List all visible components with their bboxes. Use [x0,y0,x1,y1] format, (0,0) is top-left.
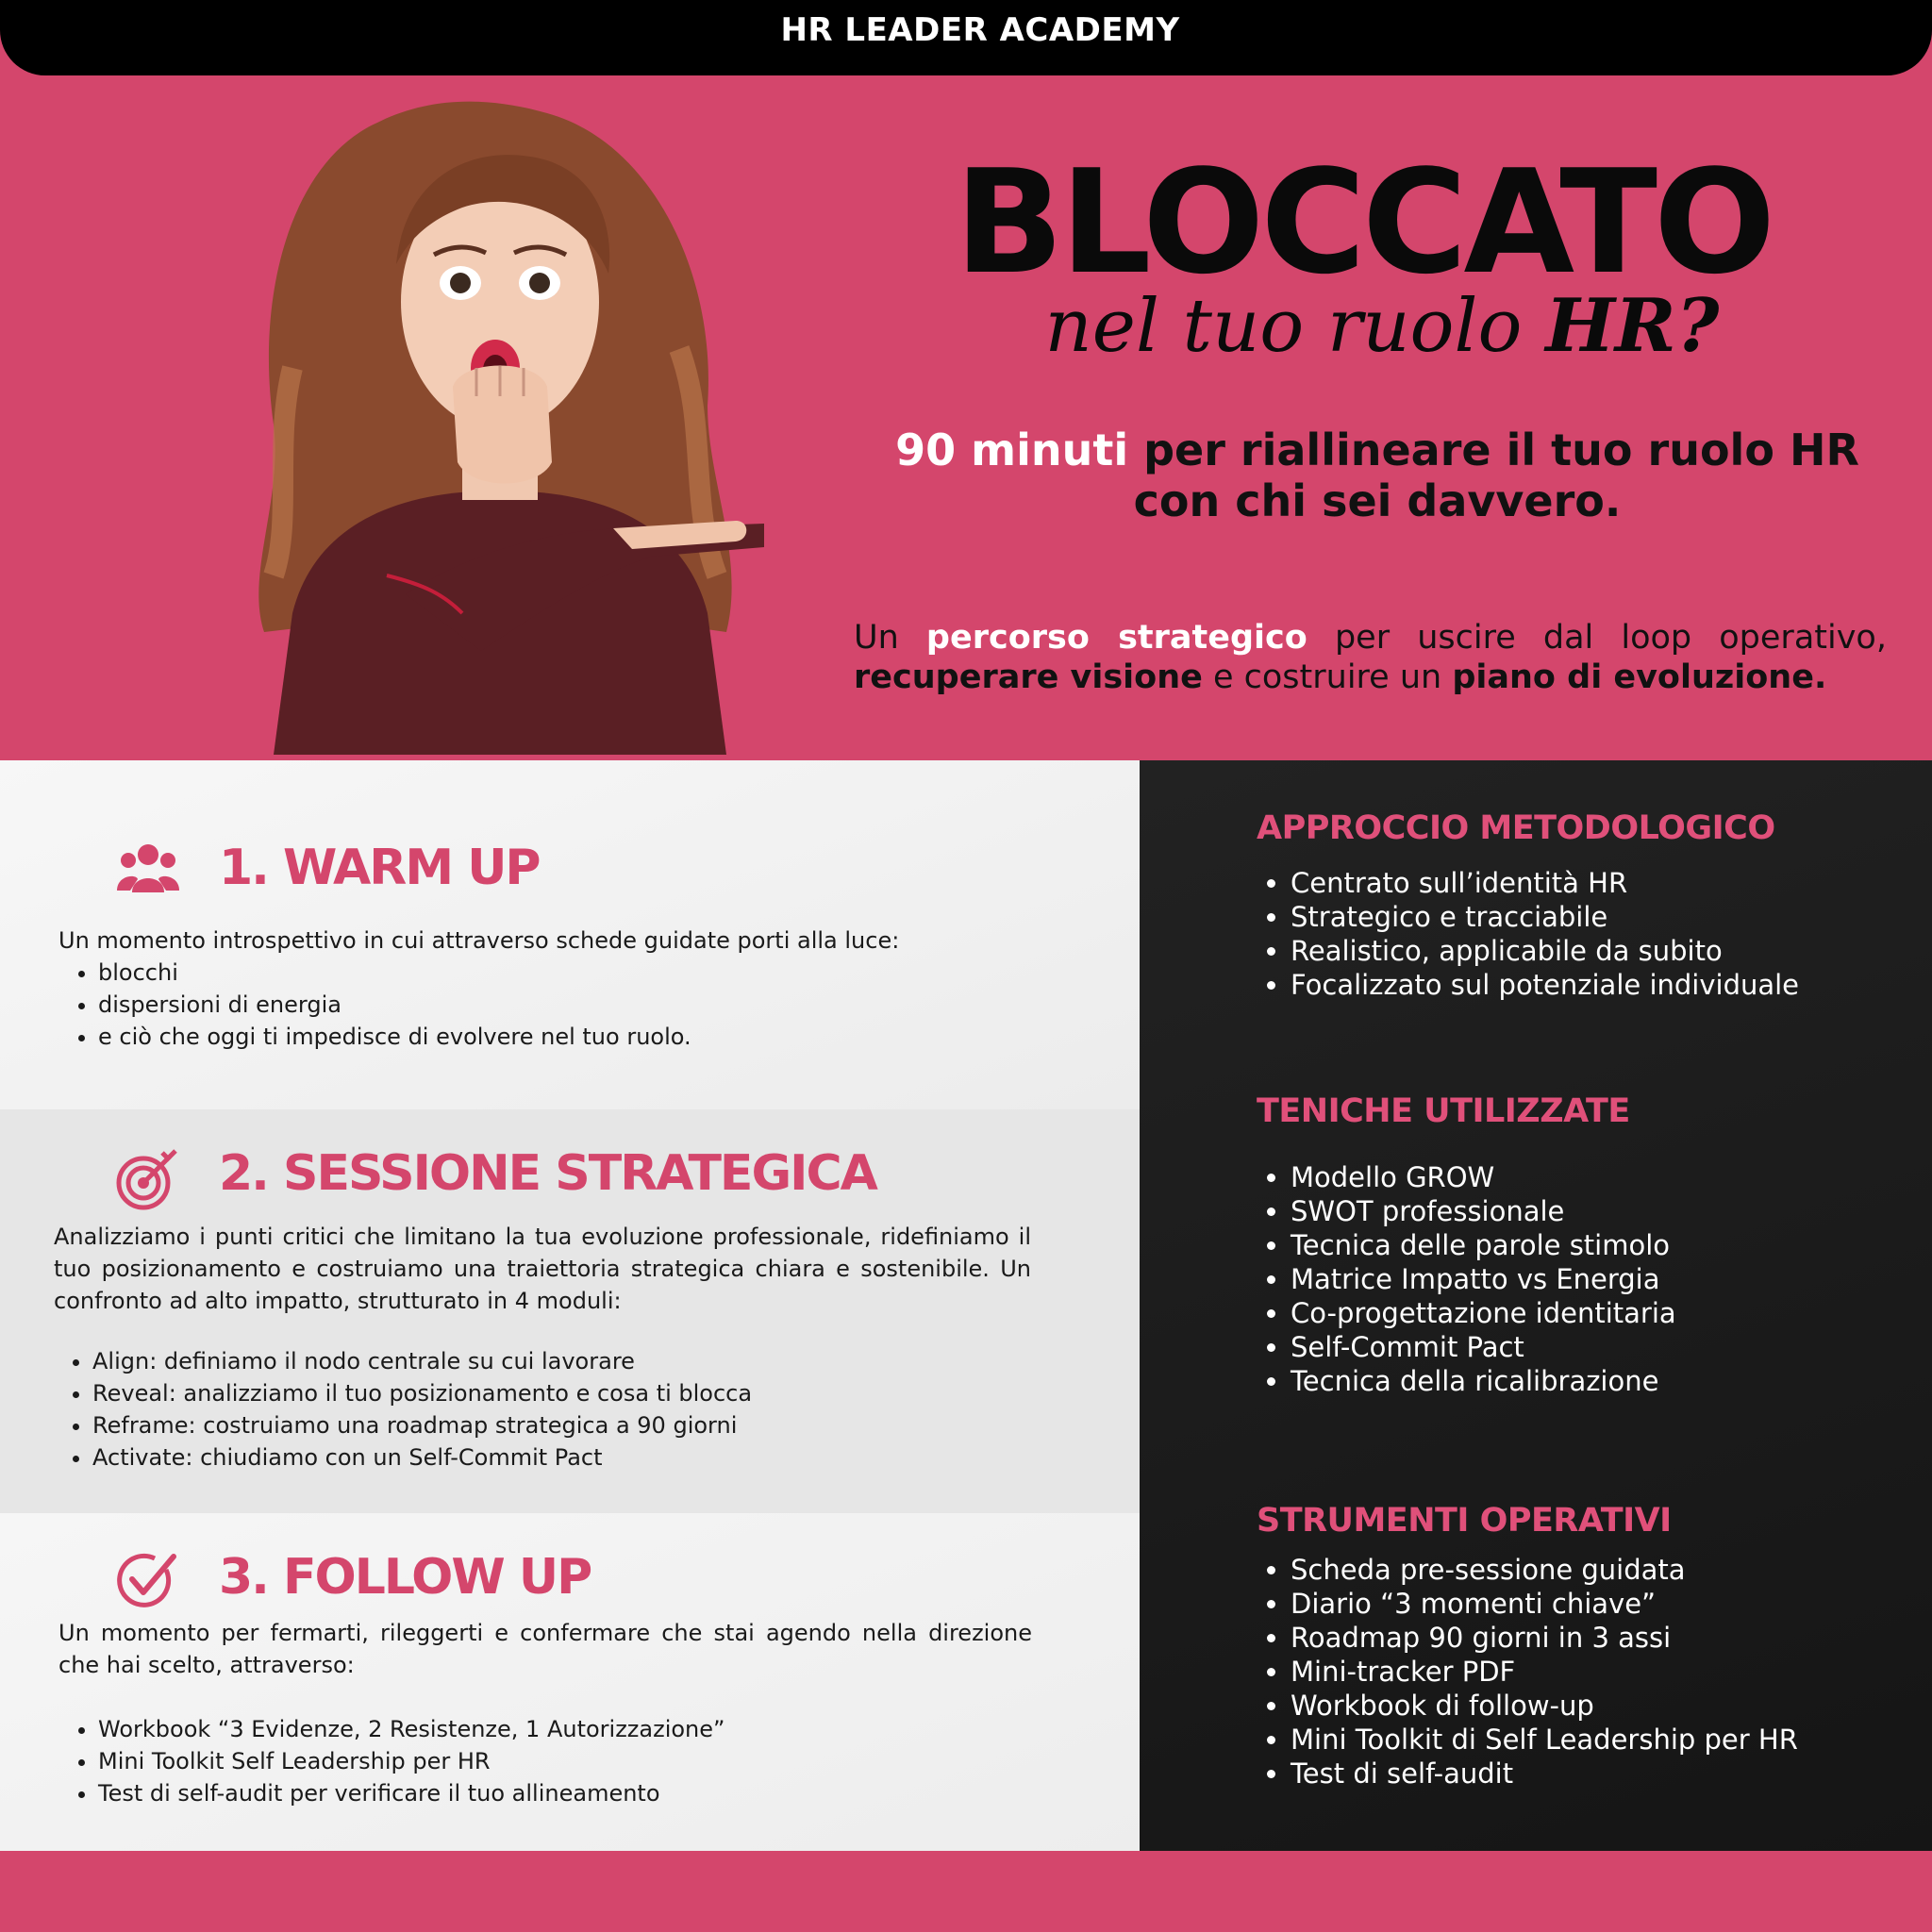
section-title: 3. FOLLOW UP [219,1549,591,1606]
list-item: • Realistico, applicabile da subito [1291,934,1799,968]
methodology-panel [1140,760,1932,1851]
desc-bold: recuperare visione [854,658,1203,696]
list-item: • e ciò che oggi ti impedisce di evolvere nel tuo ruolo. [98,1021,691,1053]
panel-heading-tecniche: TENICHE UTILIZZATE [1257,1092,1630,1130]
section-title: 2. SESSIONE STRATEGICA [219,1145,876,1202]
headline: BLOCCATO [954,139,1773,306]
list-item: • Workbook di follow-up [1291,1689,1798,1723]
list-item: • Reveal: analizziamo il tuo posizionamento e cosa ti blocca [92,1377,752,1409]
desc-highlight: percorso strategico [925,619,1307,657]
section-intro: Analizziamo i punti critici che limitano la tua evoluzione professionale, ridefiniamo il tuo posizionamento e costruiamo una traiettoria strategica chiara e sostenibile. Un confronto ad alto impatto, strutturato in 4 moduli: [54,1224,1031,1314]
desc-text: Un [854,619,926,657]
brand-title: HR LEADER ACADEMY [780,11,1180,49]
approccio-list [1266,866,1799,1002]
tagline-line2: con chi sei davvero. [1133,475,1622,526]
list-item: • Test di self-audit per verificare il tuo allineamento [98,1777,724,1809]
footer-band [0,1851,1932,1932]
list-item: • Workbook “3 Evidenze, 2 Resistenze, 1 Autorizzazione” [98,1713,724,1745]
list-item: • Mini Toolkit Self Leadership per HR [98,1745,724,1777]
list-item: • Co-progettazione identitaria [1291,1296,1676,1330]
users-icon [115,836,181,902]
sessione-list [57,1345,752,1474]
section-warm-up [0,760,1140,1109]
list-item: • SWOT professionale [1291,1194,1676,1228]
tecniche-list [1266,1160,1676,1398]
section-follow-up [0,1513,1140,1851]
desc-text: e costruire un [1202,658,1453,696]
list-item: • Diario “3 momenti chiave” [1291,1587,1798,1621]
top-banner [0,0,1932,75]
subheadline [1024,283,1740,369]
strumenti-list [1266,1553,1798,1790]
woman-photo [236,85,764,755]
list-item: • Mini-tracker PDF [1291,1655,1798,1689]
check-icon [113,1547,179,1613]
hero-description [854,618,1887,697]
list-item: • Focalizzato sul potenziale individuale [1291,968,1799,1002]
list-item: • Reframe: costruiamo una roadmap strategica a 90 giorni [92,1409,752,1441]
section-sessione-strategica [0,1109,1140,1513]
tagline-line1: per riallineare il tuo ruolo HR [1128,425,1859,475]
list-item: • Mini Toolkit di Self Leadership per HR [1291,1723,1798,1757]
tagline [830,425,1924,526]
list-item: • Matrice Impatto vs Energia [1291,1262,1676,1296]
section-intro: Un momento introspettivo in cui attraverso schede guidate porti alla luce: [58,927,900,954]
target-icon [113,1147,179,1213]
desc-bold: piano di evoluzione. [1452,658,1827,696]
list-item: • blocchi [98,957,691,989]
list-item: • Test di self-audit [1291,1757,1798,1790]
list-item: • dispersioni di energia [98,989,691,1021]
list-item: • Tecnica della ricalibrazione [1291,1364,1676,1398]
list-item: • Scheda pre-sessione guidata [1291,1553,1798,1587]
tagline-highlight: 90 minuti [895,425,1129,475]
panel-heading-strumenti: STRUMENTI OPERATIVI [1257,1502,1672,1540]
warmup-list [62,957,691,1053]
list-item: • Tecnica delle parole stimolo [1291,1228,1676,1262]
panel-heading-approccio: APPROCCIO METODOLOGICO [1257,809,1775,847]
subhead-hr: HR? [1545,283,1720,369]
list-item: • Align: definiamo il nodo centrale su cui lavorare [92,1345,752,1377]
section-title: 1. WARM UP [219,840,540,896]
list-item: • Strategico e tracciabile [1291,900,1799,934]
list-item: • Modello GROW [1291,1160,1676,1194]
list-item: • Activate: chiudiamo con un Self-Commit Pact [92,1441,752,1474]
subhead-text: nel tuo ruolo [1044,284,1546,369]
section-intro: Un momento per fermarti, rileggerti e confermare che stai agendo nella direzione che hai scelto, attraverso: [58,1620,1032,1678]
list-item: • Self-Commit Pact [1291,1330,1676,1364]
list-item: • Centrato sull’identità HR [1291,866,1799,900]
desc-text: per uscire dal loop operativo, [1307,619,1887,657]
list-item: • Roadmap 90 giorni in 3 assi [1291,1621,1798,1655]
followup-list [62,1713,724,1809]
